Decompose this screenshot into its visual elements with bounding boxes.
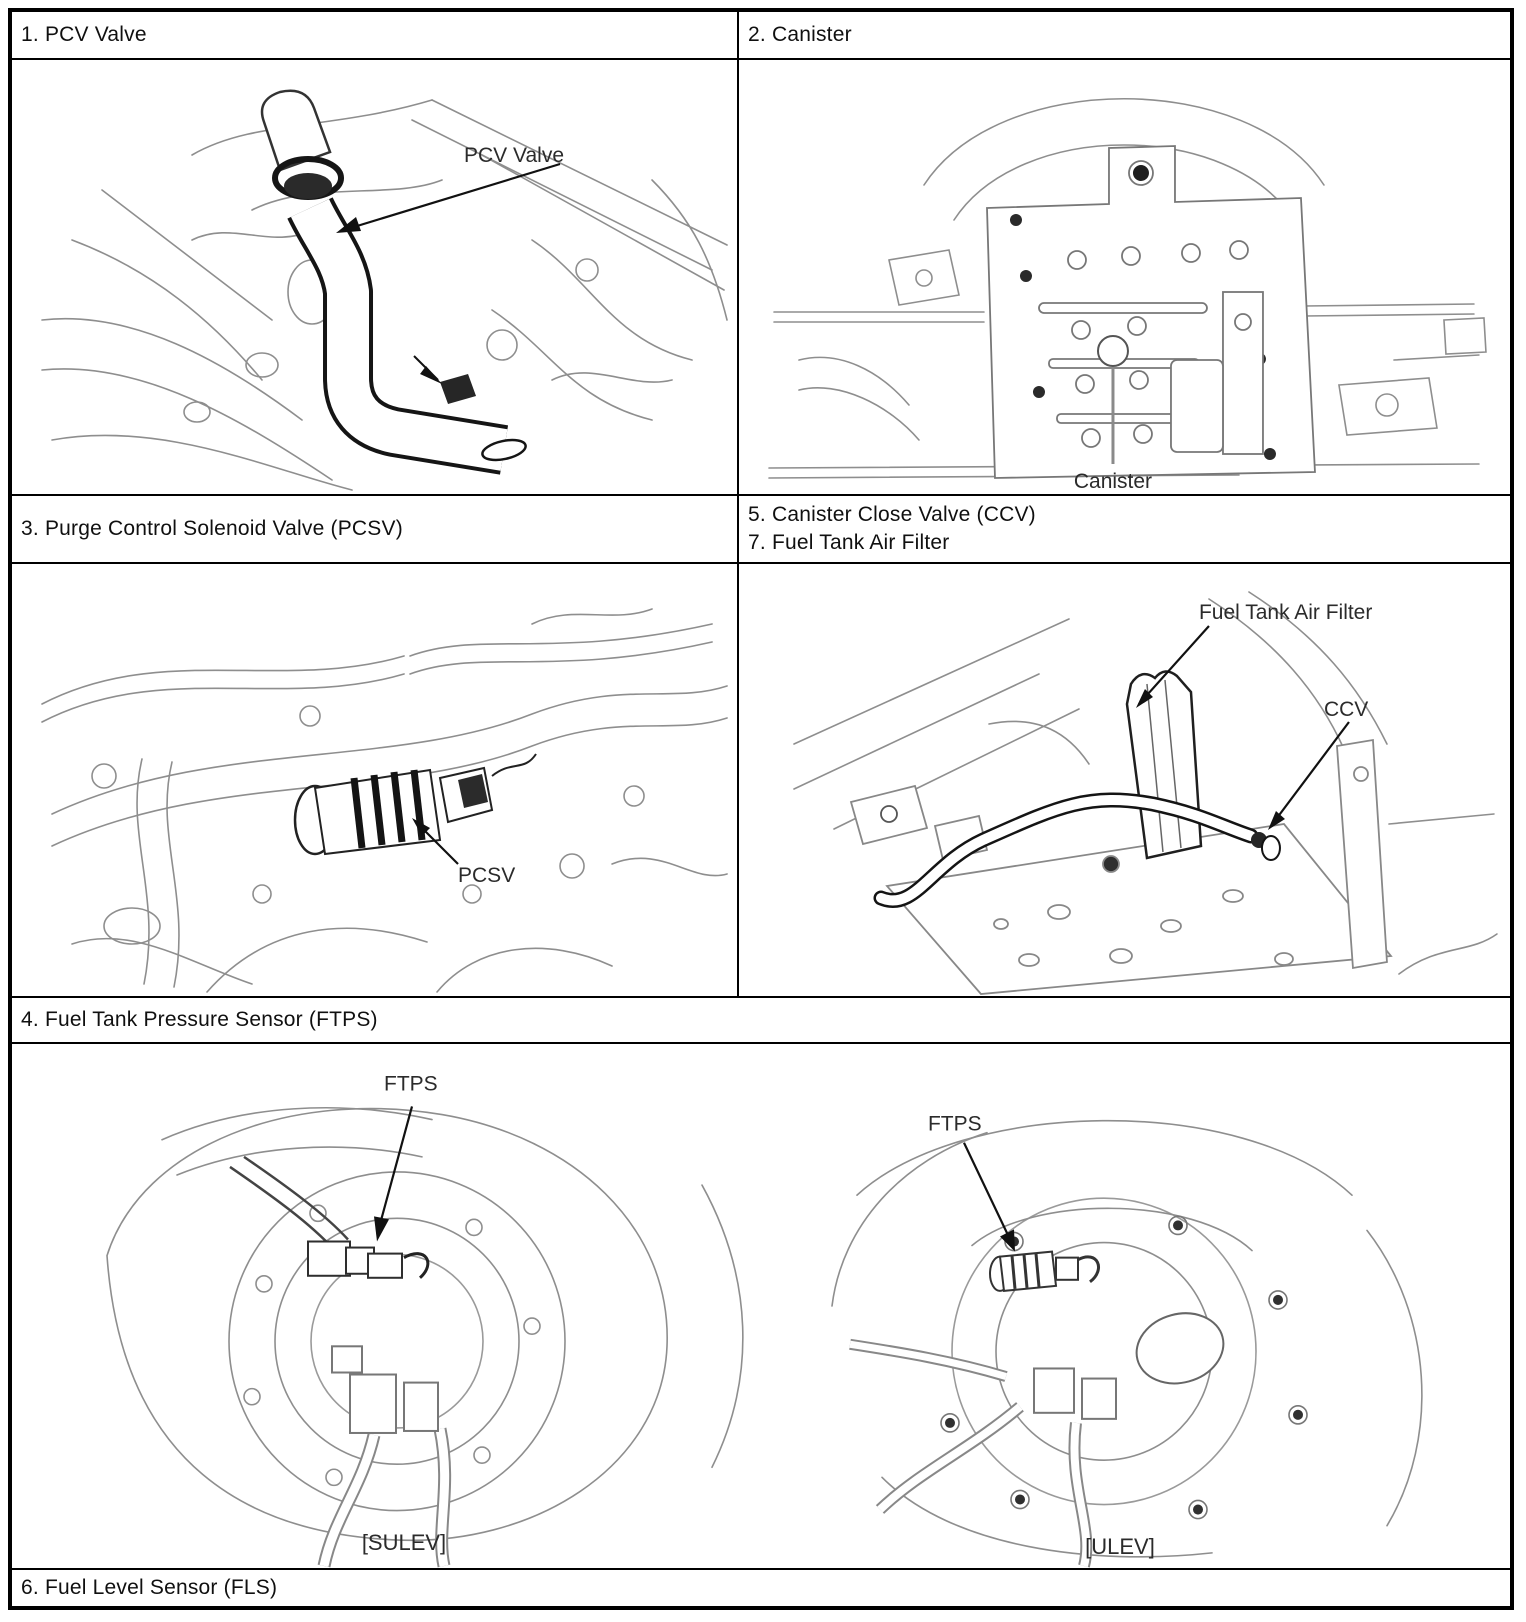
callout-label-ftps-ulev: FTPS (928, 1112, 982, 1136)
callout-label-ftps-sulev: FTPS (384, 1072, 438, 1096)
fuel-tank-air-filter-shape (1127, 671, 1201, 858)
header-text-pcsv: 3. Purge Control Solenoid Valve (PCSV) (21, 517, 403, 541)
header-text-canister: 2. Canister (748, 23, 852, 47)
pcv-hose (310, 208, 527, 463)
header-cell-ccv-filter (737, 496, 1510, 562)
caption-sulev: [SULEV] (361, 1529, 447, 1555)
ulev-callout (928, 1113, 1155, 1559)
pcsv-valve (295, 754, 536, 854)
ulev-pump-line-art (832, 1121, 1422, 1557)
diagram-row-3 (12, 1042, 1510, 1568)
header-row-1 (12, 12, 1510, 58)
pcsv-diagram (12, 564, 737, 996)
pcv-callout (336, 144, 564, 233)
diagram-cell-pcv-valve (12, 60, 737, 494)
canister-plate (987, 146, 1315, 478)
header-row-3 (12, 996, 1510, 1042)
callout-label-pcv: PCV Valve (464, 144, 565, 167)
pcv-valve-diagram (12, 60, 737, 494)
callout-label-canister: Canister (1073, 469, 1153, 494)
header-cell-pcv-valve (12, 12, 737, 58)
sulev-pump-line-art (107, 1108, 743, 1541)
header-cell-ftps (12, 998, 1510, 1042)
diagram-cell-pcsv (12, 564, 737, 996)
callout-label-fuel-tank-air-filter: Fuel Tank Air Filter (1199, 600, 1373, 625)
pcsv-callout (412, 818, 515, 887)
diagram-cell-ftps (12, 1044, 1510, 1568)
diagram-row-1 (12, 58, 1510, 494)
header-cell-canister (737, 12, 1510, 58)
ulev-ftps-sensor (990, 1252, 1099, 1291)
diagram-cell-canister (737, 60, 1510, 494)
canister-diagram (739, 60, 1510, 494)
header-text-fls: 6. Fuel Level Sensor (FLS) (21, 1576, 278, 1600)
callout-arrow-line (1271, 722, 1349, 826)
callout-arrowhead (374, 1216, 389, 1241)
header-text-ccv: 5. Canister Close Valve (CCV) (748, 503, 1036, 527)
header-text-ftps: 4. Fuel Tank Pressure Sensor (FTPS) (21, 1008, 378, 1032)
callout-label-pcsv: PCSV (458, 864, 516, 887)
header-row-4 (12, 1568, 1510, 1606)
diagram-row-2 (12, 562, 1510, 996)
callout-label-ccv: CCV (1323, 697, 1369, 722)
callout-arrow-line (344, 164, 560, 230)
callout-arrow-line (964, 1143, 1012, 1244)
header-text-pcv-valve: 1. PCV Valve (21, 23, 147, 47)
header-text-fuel-tank-air-filter: 7. Fuel Tank Air Filter (748, 531, 950, 554)
small-dark-fitting (414, 356, 476, 404)
sulev-callout (362, 1072, 446, 1555)
diagram-cell-ccv-filter (737, 564, 1510, 996)
pcv-valve-fitting (262, 91, 341, 199)
header-cell-fls (12, 1570, 1510, 1606)
sulev-ftps-sensor (230, 1157, 428, 1278)
caption-ulev: [ULEV] (1085, 1533, 1155, 1559)
component-location-table (8, 8, 1514, 1610)
ccv-filter-diagram (739, 564, 1510, 996)
callout-arrow-line (378, 1106, 412, 1231)
header-cell-pcsv (12, 496, 737, 562)
header-row-2 (12, 494, 1510, 562)
ftps-diagram (12, 1044, 1510, 1568)
